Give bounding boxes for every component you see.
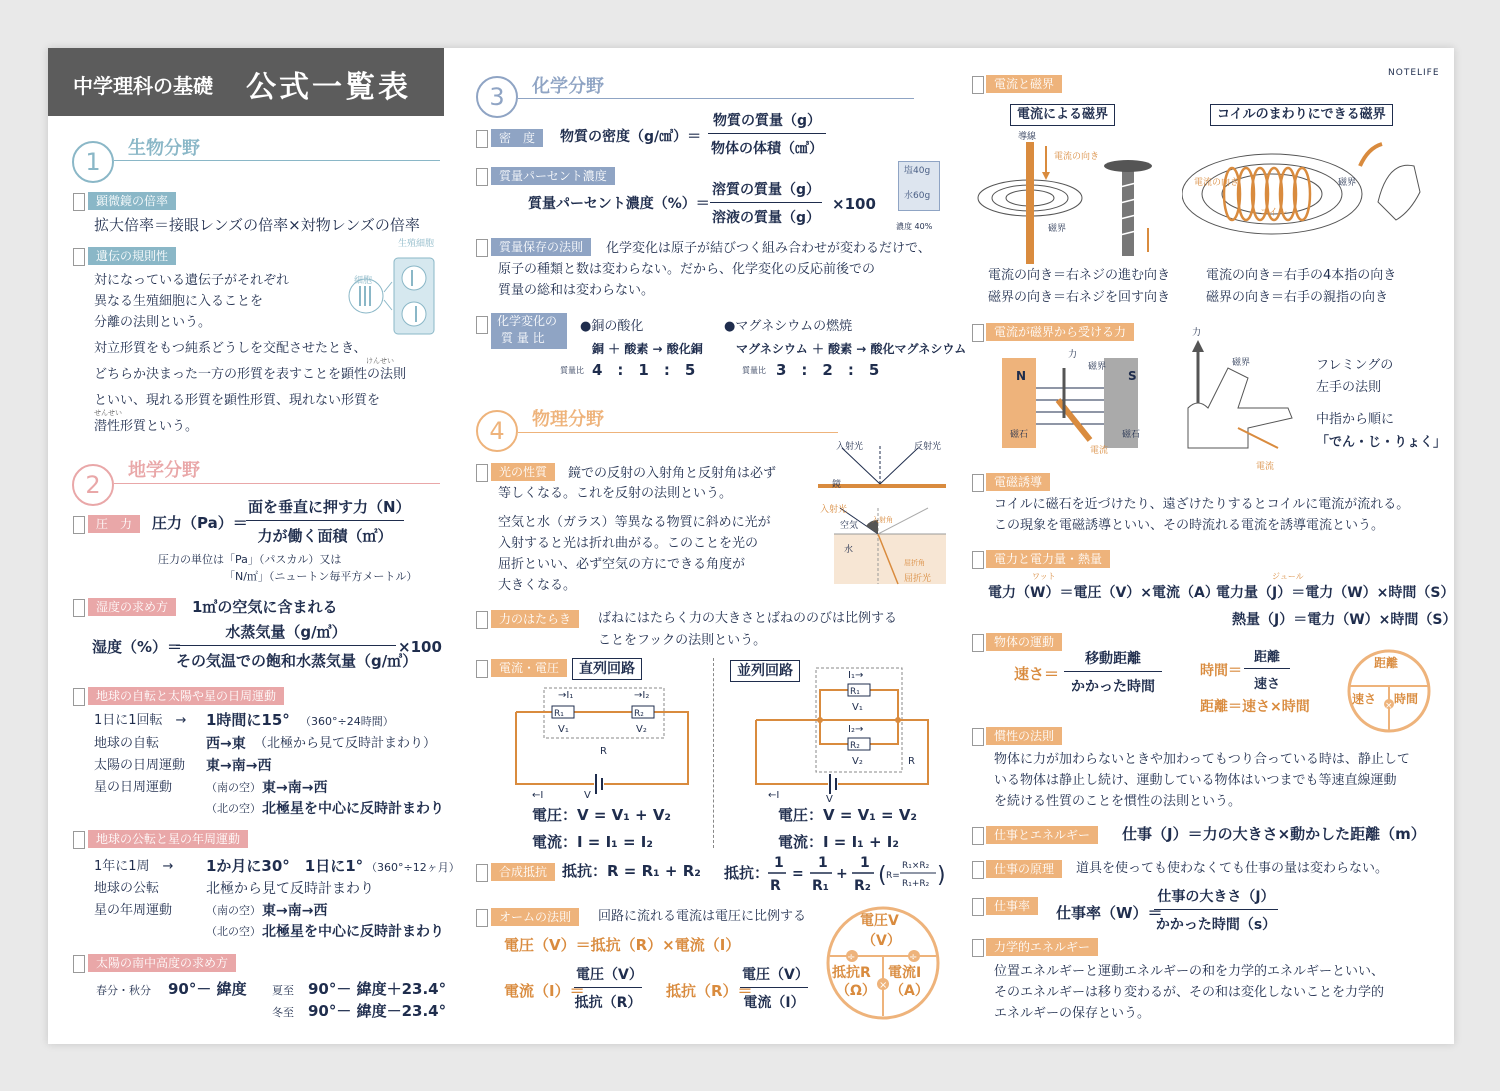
checkbox[interactable] <box>476 168 488 186</box>
humidity-pre: 1㎥の空気に含まれる <box>192 598 338 616</box>
fig-magnet: 磁石 <box>1122 430 1141 440</box>
rotation-cell: （北の空） <box>206 802 261 815</box>
time-den: 速さ <box>1253 677 1280 692</box>
label-light: 光の性質 <box>491 463 555 481</box>
label-revolution: 地球の公転と星の年周運動 <box>88 830 248 848</box>
series-title: 直列回路 <box>572 658 642 680</box>
label-force: 力のはたらき <box>491 610 579 628</box>
field-rule-coil: 電流の向き＝右手の4本指の向き <box>1206 268 1397 283</box>
checkbox[interactable] <box>972 827 984 845</box>
fig-south: S <box>1128 369 1137 383</box>
copper-ratio-label: 質量比 <box>560 366 584 375</box>
svg-text:I₁→: I₁→ <box>848 670 864 681</box>
light-line: 入射すると光は折れ曲がる。このことを光の <box>498 536 759 551</box>
title-main: 公式一覧表 <box>246 70 411 105</box>
fig-refracted: 屈折光 <box>904 574 932 584</box>
principle-text: 道具を使っても使わなくても仕事の量は変わらない。 <box>1076 861 1389 876</box>
label-inertia: 慣性の法則 <box>986 727 1062 745</box>
speed-den: かかった時間 <box>1071 679 1155 695</box>
revolution-cell: 星の年周運動 <box>94 903 173 918</box>
speed-num: 移動距離 <box>1064 648 1162 672</box>
svg-text:I₂→: I₂→ <box>848 724 864 735</box>
heat-formula: 熱量（J）＝電力（W）×時間（S） <box>1232 612 1457 628</box>
percent-mult: ×100 <box>832 195 876 213</box>
pressure-denominator: 力が働く面積（㎡） <box>257 527 393 545</box>
ohm-circle-left-unit: （Ω） <box>836 983 876 999</box>
checkbox[interactable] <box>476 464 488 482</box>
label-rotation: 地球の自転と太陽や星の日周運動 <box>88 687 284 705</box>
checkbox[interactable] <box>972 861 984 879</box>
percent-denominator: 溶液の質量（g） <box>711 210 821 226</box>
parallel-resistance-formula <box>766 850 946 898</box>
fleming-line: フレミングの <box>1316 358 1394 373</box>
ohm-current-num: 電圧（V） <box>574 964 642 988</box>
svg-text:+: + <box>836 866 848 882</box>
ohm-circle-right: 電流I <box>888 965 922 981</box>
altitude-summer-value: 90°－ 緯度＋23.4° <box>308 980 447 998</box>
svg-text:÷: ÷ <box>909 952 918 963</box>
pressure-note: 「N/㎡」（ニュートン毎平方メートル） <box>224 570 418 583</box>
fig-mirror: 鏡 <box>832 480 842 490</box>
fig-wire: 導線 <box>1018 132 1037 142</box>
svg-text:÷: ÷ <box>847 952 856 963</box>
checkbox[interactable] <box>972 898 984 916</box>
fleming-line: 中指から順に <box>1316 412 1395 427</box>
section-number-phys: 4 <box>476 410 518 452</box>
light-line: 大きくなる。 <box>498 578 577 593</box>
ruby-kensei: けんせい <box>366 357 394 365</box>
motion-circle-right: 時間 <box>1394 692 1419 706</box>
fig-reflect: 反射光 <box>914 442 942 452</box>
section-number-bio: 1 <box>72 141 114 183</box>
magnet-force-figure <box>998 348 1148 462</box>
label-em-field: 電流と磁界 <box>986 75 1062 93</box>
copper-ratio: 4 : 1 : 5 <box>592 361 696 379</box>
rotation-cell: 北極星を中心に反時計まわり <box>262 801 444 817</box>
altitude-winter-value: 90°－ 緯度－23.4° <box>308 1002 447 1020</box>
induction-line: コイルに磁石を近づけたり、遠ざけたりするとコイルに電流が流れる。 <box>994 497 1410 512</box>
checkbox[interactable] <box>73 955 85 973</box>
field-rule-wire: 電流の向き＝右ネジの進む向き <box>988 268 1171 283</box>
svg-text:=: = <box>792 866 804 882</box>
heredity-line: 異なる生殖細胞に入ることを <box>94 294 264 309</box>
ohm-circle-top-unit: （V） <box>862 933 901 949</box>
ohm-resistance-fraction <box>740 964 808 1012</box>
solution-water: 水60g <box>904 191 931 201</box>
heredity-line: 対立形質をもつ純系どうしを交配させたとき、 <box>94 341 367 356</box>
magnesium-equation: マグネシウム ＋ 酸素 → 酸化マグネシウム <box>736 342 967 356</box>
series-resistance: 抵抗：R = R₁ + R₂ <box>562 862 701 880</box>
svg-text:V₁: V₁ <box>558 724 569 735</box>
checkbox[interactable] <box>972 728 984 746</box>
rotation-cell: 地球の自転 <box>94 736 160 751</box>
power-formula: 電力（W）＝電圧（V）×電流（A） <box>988 585 1219 601</box>
series-circuit-diagram <box>512 684 694 804</box>
heredity-line: 分離の法則という。 <box>94 315 212 330</box>
fig-coil-field: 磁界 <box>1338 178 1357 188</box>
parallel-title: 並列回路 <box>730 660 800 682</box>
rotation-cell: 太陽の日周運動 <box>94 758 186 773</box>
series-current: 電流：I = I₁ = I₂ <box>532 833 653 851</box>
label-principle: 仕事の原理 <box>986 860 1062 878</box>
fig-coil: コイル <box>1260 208 1287 218</box>
label-power: 電力と電力量・熱量 <box>986 550 1110 568</box>
revolution-cell: 北極星を中心に反時計まわり <box>262 924 444 940</box>
svg-text:1: 1 <box>774 855 784 871</box>
density-lhs: 物質の密度（g/㎤）＝ <box>560 129 702 145</box>
motion-circle-top: 距離 <box>1374 656 1399 670</box>
parallel-resistance-lhs: 抵抗： <box>724 864 770 882</box>
fig-magnet: 磁石 <box>1010 430 1029 440</box>
fig-field: 磁界 <box>1048 224 1067 234</box>
ohm-resistance-num: 電圧（V） <box>740 964 808 988</box>
svg-text:1: 1 <box>860 855 870 871</box>
svg-text:R₁+R₂: R₁+R₂ <box>902 879 930 889</box>
pressure-fraction <box>246 496 411 546</box>
revolution-cell: （南の空） <box>206 904 261 917</box>
light-line: 鏡での反射の入射角と反射角は必ず <box>568 466 777 481</box>
rate-lhs: 仕事率（W）＝ <box>1056 904 1163 922</box>
section-title-phys: 物理分野 <box>532 409 604 430</box>
ohm-circle-top: 電圧V <box>860 913 899 929</box>
checkbox[interactable] <box>476 316 488 334</box>
light-line: 屈折といい、必ず空気の方にできる角度が <box>498 557 746 572</box>
checkbox[interactable] <box>73 516 85 534</box>
fleming-line: 左手の法則 <box>1316 380 1382 395</box>
svg-text:R: R <box>908 756 915 767</box>
svg-text:×: × <box>879 980 888 991</box>
svg-text:←I: ←I <box>768 790 780 801</box>
fig-angle-in: 入射角 <box>872 516 893 524</box>
label-ratio-line1: 化学変化の <box>497 314 558 328</box>
revolution-cell: 地球の公転 <box>94 881 160 896</box>
label-pressure: 圧 力 <box>88 515 140 533</box>
rotation-cell: （360°÷24時間） <box>300 715 394 728</box>
altitude-winter-label: 冬至 <box>272 1006 294 1019</box>
microscope-formula: 拡大倍率＝接眼レンズの倍率×対物レンズの倍率 <box>94 216 420 234</box>
section-rule <box>518 98 914 99</box>
fig-hand-field: 磁界 <box>1232 358 1251 368</box>
svg-text:R: R <box>770 878 781 894</box>
humidity-mult: ×100 <box>398 638 442 656</box>
rate-fraction <box>1154 886 1278 934</box>
cell-division-figure <box>344 238 444 338</box>
svg-text:V: V <box>584 790 591 801</box>
rotation-cell: （南の空） <box>206 781 261 794</box>
heredity-line: 対になっている遺伝子がそれぞれ <box>94 273 290 288</box>
checkbox[interactable] <box>73 193 85 211</box>
mech-line: エネルギーの保存という。 <box>994 1006 1151 1021</box>
fig-incident: 入射光 <box>836 442 864 452</box>
svg-text:R=: R= <box>886 871 900 881</box>
work-formula: 仕事（J）＝力の大きさ×動かした距離（m） <box>1122 825 1426 843</box>
ruby-watt: ワット <box>1032 572 1056 581</box>
ruby-joule: ジュール <box>1272 572 1304 581</box>
checkbox[interactable] <box>476 864 488 882</box>
field-rule-coil: 磁界の向き＝右手の親指の向き <box>1206 290 1389 305</box>
percent-fraction <box>710 179 822 227</box>
svg-text:V: V <box>826 794 833 804</box>
checkbox[interactable] <box>476 611 488 629</box>
humidity-denominator: その気温での飽和水蒸気量（g/㎥） <box>176 652 418 670</box>
parallel-circuit-diagram <box>748 664 938 804</box>
checkbox[interactable] <box>972 551 984 569</box>
revolution-cell: （360°÷12ヶ月） <box>366 861 460 874</box>
fig-coil-current: 電流の向き <box>1194 178 1240 188</box>
svg-text:→I₂: →I₂ <box>634 690 650 701</box>
label-density: 密 度 <box>491 129 543 147</box>
label-circuit: 電流・電圧 <box>491 659 567 677</box>
humidity-numerator: 水蒸気量（g/㎥） <box>176 621 396 646</box>
fig-force: 力 <box>1068 350 1078 360</box>
revolution-cell: 1か月に30° 1日に1° <box>206 857 364 875</box>
checkbox[interactable] <box>476 130 488 148</box>
svg-text:V₁: V₁ <box>852 702 863 713</box>
ohm-current-fraction <box>574 964 642 1012</box>
label-rate: 仕事率 <box>986 897 1038 915</box>
formula-sheet <box>48 48 1457 1044</box>
svg-text:←I: ←I <box>532 790 544 801</box>
fig-incident-2: 入射光 <box>820 505 848 515</box>
wire-field-figure <box>976 128 1176 268</box>
fig-hand-force: 力 <box>1192 328 1202 338</box>
magnesium-ratio-label: 質量比 <box>742 366 766 375</box>
conservation-line: 質量の総和は変わらない。 <box>498 283 655 298</box>
motion-circle-left: 速さ <box>1352 692 1377 706</box>
inertia-line: を続ける性質のことを慣性の法則という。 <box>994 794 1242 809</box>
ohm-circle-left: 抵抗R <box>832 965 871 981</box>
inertia-line: いる物体は静止し続け、運動している物体はいつまでも等速直線運動 <box>994 773 1397 788</box>
ohm-desc: 回路に流れる電流は電圧に比例する <box>598 909 807 924</box>
section-rule <box>114 483 440 484</box>
label-humidity: 湿度の求め方 <box>88 598 176 616</box>
mech-line: 位置エネルギーと運動エネルギーの和を力学的エネルギーといい、 <box>994 964 1385 979</box>
altitude-equinox-label: 春分・秋分 <box>96 984 151 997</box>
force-line: ことをフックの法則という。 <box>598 633 767 648</box>
label-percent: 質量パーセント濃度 <box>491 167 615 185</box>
checkbox[interactable] <box>972 324 984 342</box>
rate-den: かかった時間（s） <box>1155 917 1277 933</box>
rotation-cell: 1日に1回転 → <box>94 713 187 728</box>
label-resistance: 合成抵抗 <box>491 863 555 881</box>
svg-text:V₂: V₂ <box>636 724 647 735</box>
label-induction: 電磁誘導 <box>986 473 1050 491</box>
column-divider <box>713 658 714 848</box>
svg-text:(: ( <box>878 863 887 888</box>
copper-equation: 銅 ＋ 酸素 → 酸化銅 <box>592 342 703 356</box>
time-fraction <box>1244 646 1290 692</box>
conservation-line: 化学変化は原子が結びつく組み合わせが変わるだけで、 <box>606 241 931 256</box>
parallel-current: 電流：I = I₁ + I₂ <box>778 833 899 851</box>
svg-text:V₂: V₂ <box>852 756 863 767</box>
copper-title: ●銅の酸化 <box>580 319 644 334</box>
rotation-cell: 東→南→西 <box>206 758 272 774</box>
svg-text:R: R <box>600 746 607 757</box>
fig-north: N <box>1016 369 1027 383</box>
svg-text:R₂: R₂ <box>634 709 644 719</box>
rotation-cell: 西→東 <box>206 736 246 752</box>
label-conservation: 質量保存の法則 <box>491 238 591 256</box>
solution-salt: 塩40g <box>904 166 931 176</box>
checkbox[interactable] <box>476 909 488 927</box>
label-microscope: 顕微鏡の倍率 <box>88 192 176 210</box>
rotation-cell: （北極から見て反時計まわり） <box>254 736 437 751</box>
svg-text:R₁×R₂: R₁×R₂ <box>902 861 930 871</box>
rotation-cell: 1時間に15° <box>206 711 290 729</box>
label-work: 仕事とエネルギー <box>986 826 1098 844</box>
time-num: 距離 <box>1244 646 1290 669</box>
checkbox[interactable] <box>972 634 984 652</box>
percent-numerator: 溶質の質量（g） <box>710 179 822 203</box>
ohm-resistance-lhs: 抵抗（R）＝ <box>666 982 753 1000</box>
checkbox[interactable] <box>73 688 85 706</box>
label-mech: 力学的エネルギー <box>986 938 1098 956</box>
section-title-earth: 地学分野 <box>128 460 200 481</box>
svg-text:R₁: R₁ <box>850 687 860 697</box>
checkbox[interactable] <box>972 939 984 957</box>
solution-concentration: 濃度 40% <box>896 222 933 231</box>
density-fraction <box>708 110 826 158</box>
energy-formula: 電力量（J）＝電力（W）×時間（S） <box>1216 585 1455 601</box>
checkbox[interactable] <box>972 474 984 492</box>
svg-text:R₁: R₁ <box>812 878 829 894</box>
pressure-note: 圧力の単位は「Pa」（パスカル）又は <box>158 553 342 566</box>
ohm-resistance-den: 電流（I） <box>743 995 805 1011</box>
fig-field: 磁界 <box>1088 362 1107 372</box>
checkbox[interactable] <box>73 248 85 266</box>
humidity-fraction <box>176 621 418 671</box>
revolution-cell: 北極から見て反時計まわり <box>206 881 374 897</box>
rotation-cell: 星の日周運動 <box>94 780 173 795</box>
ohm-current-den: 抵抗（R） <box>574 995 642 1011</box>
speed-fraction <box>1064 648 1162 696</box>
force-line: ばねにはたらく力の大きさとばねののびは比例する <box>598 611 898 626</box>
heredity-line: 潜性形質という。 <box>94 419 199 434</box>
pressure-lhs: 圧力（Pa）＝ <box>152 514 248 532</box>
fig-label-cell: 細胞 <box>354 276 373 286</box>
density-numerator: 物質の質量（g） <box>708 110 826 134</box>
heredity-line: といい、現れる形質を顕性形質、現れない形質を <box>94 393 381 408</box>
fig-label-germ-cell: 生殖細胞 <box>398 239 435 249</box>
field-title-wire: 電流による磁界 <box>1010 104 1115 126</box>
light-line: 等しくなる。これを反射の法則という。 <box>498 486 733 501</box>
fig-air: 空気 <box>840 521 859 531</box>
label-altitude: 太陽の南中高度の求め方 <box>88 954 236 972</box>
section-number-earth: 2 <box>72 464 114 506</box>
fig-water: 水 <box>844 545 854 555</box>
ruby-sensei: せんせい <box>94 409 122 417</box>
checkbox[interactable] <box>972 76 984 94</box>
magnesium-title: ●マグネシウムの燃焼 <box>724 319 853 334</box>
checkbox[interactable] <box>73 831 85 849</box>
brand-logo: NOTELIFE <box>1388 68 1440 78</box>
fig-angle-ref: 屈折角 <box>904 559 925 567</box>
field-title-coil: コイルのまわりにできる磁界 <box>1210 104 1393 126</box>
fig-hand-current: 電流 <box>1256 462 1275 472</box>
svg-text:1: 1 <box>818 855 828 871</box>
speed-lhs: 速さ＝ <box>1014 665 1060 683</box>
conservation-line: 原子の種類と数は変わらない。だから、化学変化の反応前後での <box>498 262 876 277</box>
rate-num: 仕事の大きさ（J） <box>1154 886 1278 910</box>
ohm-current-lhs: 電流（I）＝ <box>504 982 585 1000</box>
altitude-summer-label: 夏至 <box>272 984 294 997</box>
section-rule <box>114 160 440 161</box>
svg-text:×: × <box>1385 701 1393 711</box>
label-motion: 物体の運動 <box>986 633 1062 651</box>
percent-lhs: 質量パーセント濃度（%）＝ <box>528 196 710 212</box>
section-rule <box>518 432 838 433</box>
revolution-cell: 1年に1周 → <box>94 859 174 874</box>
fig-current-dir: 電流の向き <box>1054 152 1100 162</box>
coil-field-figure <box>1182 130 1422 260</box>
inertia-line: 物体に力が加わらないときや加わってもつり合っている時は、静止して <box>994 752 1410 767</box>
heredity-line: どちらか決まった一方の形質を表すことを顕性の法則 <box>94 367 407 382</box>
svg-text:R₂: R₂ <box>854 878 871 894</box>
humidity-lhs: 湿度（%）＝ <box>92 638 183 656</box>
label-ratio-line2: 質 量 比 <box>501 331 545 345</box>
label-em-force: 電流が磁界から受ける力 <box>986 323 1134 341</box>
svg-text:→I₁: →I₁ <box>558 690 574 701</box>
parallel-voltage: 電圧：V = V₁ = V₂ <box>778 806 917 824</box>
distance-formula: 距離＝速さ×時間 <box>1200 699 1310 715</box>
title-sub: 中学理科の基礎 <box>73 74 213 98</box>
section-title-chem: 化学分野 <box>532 76 604 97</box>
section-number-chem: 3 <box>476 76 518 118</box>
checkbox[interactable] <box>476 239 488 257</box>
title-banner <box>48 48 444 116</box>
ohm-circle-right-unit: （A） <box>890 983 929 999</box>
label-heredity: 遺伝の規則性 <box>88 247 176 265</box>
altitude-equinox-value: 90°－ 緯度 <box>168 980 247 998</box>
pressure-numerator: 面を垂直に押す力（N） <box>246 496 404 521</box>
rotation-cell: 東→南→西 <box>262 780 328 796</box>
checkbox[interactable] <box>73 599 85 617</box>
revolution-cell: （北の空） <box>206 925 261 938</box>
fleming-line: 「でん・じ・りょく」 <box>1316 435 1447 450</box>
induction-line: この現象を電磁誘導といい、その時流れる電流を誘導電流という。 <box>994 518 1385 533</box>
revolution-cell: 東→南→西 <box>262 903 328 919</box>
svg-text:R₁: R₁ <box>554 709 564 719</box>
light-line: 空気と水（ガラス）等異なる物質に斜めに光が <box>498 515 771 530</box>
density-denominator: 物体の体積（㎤） <box>711 141 823 157</box>
section-title-bio: 生物分野 <box>128 138 200 159</box>
svg-text:): ) <box>937 863 946 888</box>
ohm-formula-voltage: 電圧（V）＝抵抗（R）×電流（I） <box>504 936 741 954</box>
mech-line: そのエネルギーは移り変わるが、その和は変化しないことを力学的 <box>994 985 1385 1000</box>
svg-text:R₂: R₂ <box>850 741 860 751</box>
series-voltage: 電圧：V = V₁ + V₂ <box>532 806 671 824</box>
field-rule-wire: 磁界の向き＝右ネジを回す向き <box>988 290 1171 305</box>
label-ohm: オームの法則 <box>491 908 579 926</box>
time-lhs: 時間＝ <box>1200 663 1242 679</box>
checkbox[interactable] <box>476 660 488 678</box>
magnesium-ratio: 3 : 2 : 5 <box>776 361 880 379</box>
fig-current: 電流 <box>1090 446 1109 456</box>
